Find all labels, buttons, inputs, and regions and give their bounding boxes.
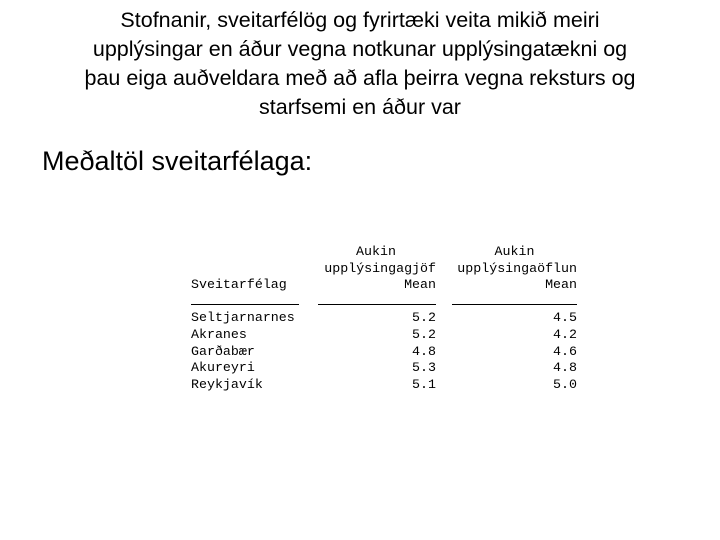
header-row: [191, 261, 577, 278]
col2-header-line1: Aukin: [494, 244, 535, 259]
divider: [191, 294, 299, 305]
title-line: starfsemi en áður var: [259, 95, 461, 119]
table-row: [191, 344, 577, 361]
municipality-name: Reykjavík: [191, 376, 263, 392]
col2-header-line3: Mean: [545, 277, 577, 293]
slide-title: [30, 6, 690, 122]
title-line: upplýsingar en áður vegna notkunar upplýsingatækni og: [92, 37, 628, 61]
header-row: [191, 244, 577, 261]
table-row: [191, 327, 577, 344]
title-line: þau eiga auðveldara með að afla þeirra vegna reksturs og: [84, 66, 636, 90]
divider: [452, 294, 577, 305]
separator-row: [191, 294, 577, 311]
gjof-mean: 5.2: [412, 310, 436, 326]
oflun-mean: 5.0: [553, 376, 577, 392]
col1-header-line3: Mean: [404, 277, 436, 293]
table-row: [191, 377, 577, 394]
municipality-name: Akranes: [191, 326, 247, 342]
header-row: [191, 277, 577, 294]
stats-table: [191, 244, 577, 393]
municipality-name: Garðabær: [191, 343, 255, 359]
table-row: [191, 360, 577, 377]
oflun-mean: 4.2: [553, 326, 577, 342]
municipality-name: Akureyri: [191, 360, 255, 376]
slide-subtitle: Meðaltöl sveitarfélaga:: [42, 146, 313, 176]
oflun-mean: 4.8: [553, 360, 577, 376]
row-label-header: Sveitarfélag: [191, 277, 287, 293]
oflun-mean: 4.6: [553, 343, 577, 359]
divider: [318, 294, 436, 305]
col2-header-line2: upplýsingaöflun: [457, 260, 577, 276]
table-row: [191, 310, 577, 327]
gjof-mean: 5.1: [412, 376, 436, 392]
col1-header-line1: Aukin: [356, 244, 396, 259]
title-line: Stofnanir, sveitarfélög og fyrirtæki veita mikið meiri: [120, 8, 600, 32]
col1-header-line2: upplýsingagjöf: [324, 260, 436, 276]
gjof-mean: 5.3: [412, 360, 436, 376]
oflun-mean: 4.5: [553, 310, 577, 326]
gjof-mean: 4.8: [412, 343, 436, 359]
gjof-mean: 5.2: [412, 326, 436, 342]
municipality-name: Seltjarnarnes: [191, 310, 295, 326]
